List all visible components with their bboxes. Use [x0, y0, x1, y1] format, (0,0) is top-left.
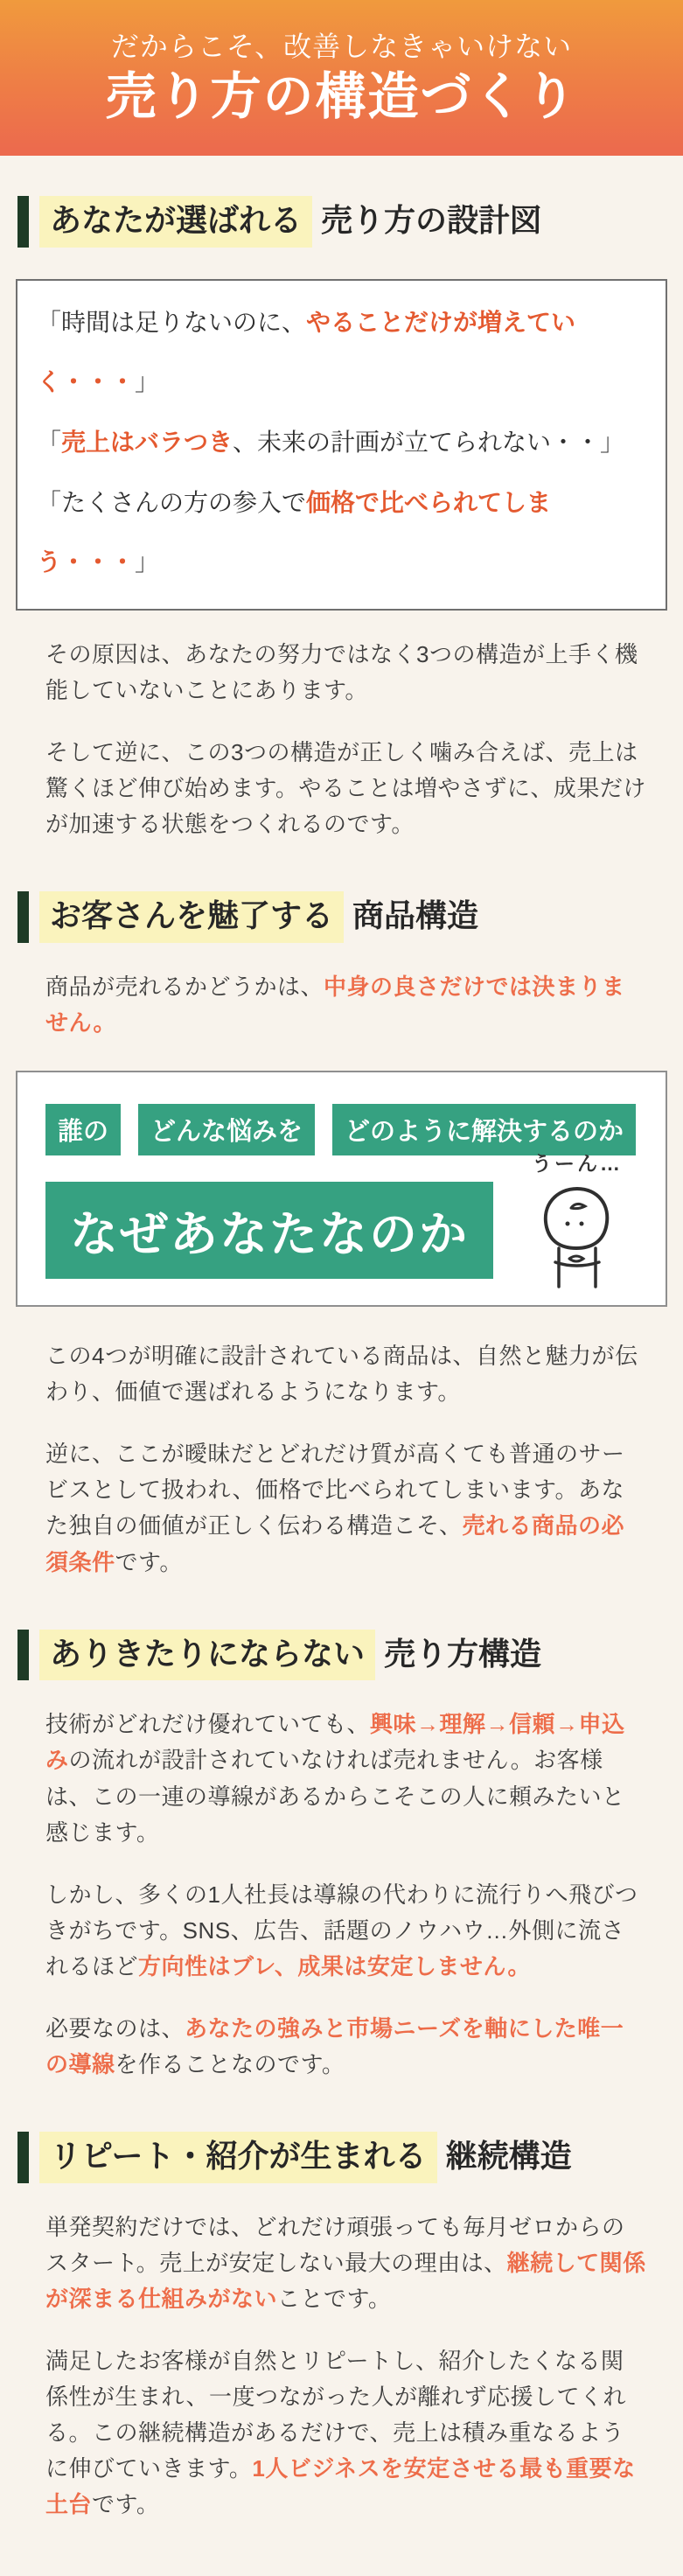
quote-line: 「たくさんの方の参入で価格で比べられてしまう・・・」	[37, 487, 552, 577]
body-paragraph: その原因は、あなたの努力ではなく3つの構造が上手く機能していないことにあります。	[45, 640, 638, 703]
customer-voice-quote-box	[16, 279, 667, 611]
thinking-blob-doodle-icon	[529, 1178, 625, 1290]
quote-line: 「時間は足りないのに、やることだけが増えていく・・・」	[37, 307, 576, 397]
body-paragraph: 逆に、ここが曖昧だとどれだけ質が高くても普通のサービスとして扱われ、価格で比べられてしまいます。あなた独自の価値が正しく伝わる構造こそ、売れる商品の必須条件です。	[45, 1441, 625, 1575]
doodle-speech-text: うーん…	[532, 1152, 623, 1176]
section-heading-design	[17, 196, 666, 248]
section-heading-highlight: あなたが選ばれる	[39, 196, 312, 248]
heading-bar-icon	[17, 1630, 29, 1681]
body-paragraph: しかし、多くの1人社長は導線の代わりに流行りへ飛びつきがちです。SNS、広告、話題のノウハウ…外側に流されるほど方向性はブレ、成果は安定しません。	[45, 1881, 638, 1979]
section-heading-product	[17, 891, 666, 943]
hero-title: 売り方の構造づくり	[105, 66, 578, 126]
heading-bar-icon	[17, 196, 29, 248]
body-paragraph: 必要なのは、あなたの強みと市場ニーズを軸にした唯一の導線を作ることなのです。	[45, 2014, 624, 2077]
chip-why-you: なぜあなたなのか	[45, 1182, 493, 1279]
body-paragraph: この4つが明確に設計されている商品は、自然と魅力が伝わり、価値で選ばれるようになります。	[45, 1343, 638, 1406]
section-heading-highlight: リピート・紹介が生まれる	[39, 2132, 437, 2183]
section-heading-rest: 継続構造	[445, 2138, 572, 2175]
body-paragraph: 商品が売れるかどうかは、中身の良さだけでは決まりません。	[45, 973, 625, 1037]
product-structure-diagram-box	[16, 1071, 667, 1307]
section-heading-rest: 売り方の設計図	[321, 202, 542, 238]
section-heading-continuity	[17, 2132, 666, 2183]
body-paragraph: 技術がどれだけ優れていても、興味→理解→信頼→申込みの流れが設計されていなければ売れません。お客様は、この一連の導線があるからこそこの人に頼みたいと感じます。	[45, 1711, 625, 1846]
body-paragraph: 単発契約だけでは、どれだけ頑張っても毎月ゼロからのスタート。売上が安定しない最大の理由は、継続して関係が深まる仕組みがないことです。	[45, 2213, 646, 2313]
section-heading-highlight: ありきたりにならない	[39, 1630, 375, 1681]
quote-line: 「売上はバラつき、未来の計画が立てられない・・」	[37, 427, 625, 457]
body-paragraph: そして逆に、この3つの構造が正しく噛み合えば、売上は驚くほど伸び始めます。やることは増やさずに、成果だけが加速する状態をつくれるのです。	[45, 738, 646, 838]
section-heading-selling	[17, 1630, 666, 1681]
hero-subtitle: だからこそ、改善しなきゃいけない	[110, 30, 573, 64]
heading-bar-icon	[17, 891, 29, 943]
chip-who: 誰の	[45, 1104, 121, 1155]
chip-how-solve: どのように解決するのか	[332, 1104, 636, 1155]
section-heading-rest: 売り方構造	[384, 1635, 542, 1672]
hero-header	[0, 0, 683, 156]
thinking-doodle	[512, 1148, 643, 1295]
bottom-spacer	[0, 2524, 683, 2576]
chip-what-problem: どんな悩みを	[138, 1104, 315, 1155]
section-heading-rest: 商品構造	[352, 897, 479, 934]
body-paragraph: 満足したお客様が自然とリピートし、紹介したくなる関係性が生まれ、一度つながった人が離れず応援してくれる。この継続構造があるだけで、売上は積み重なるように伸びていきます。1人ビジネスを安定させる最も重要な土台です。	[45, 2348, 636, 2518]
section-heading-highlight: お客さんを魅了する	[39, 891, 344, 943]
heading-bar-icon	[17, 2132, 29, 2183]
